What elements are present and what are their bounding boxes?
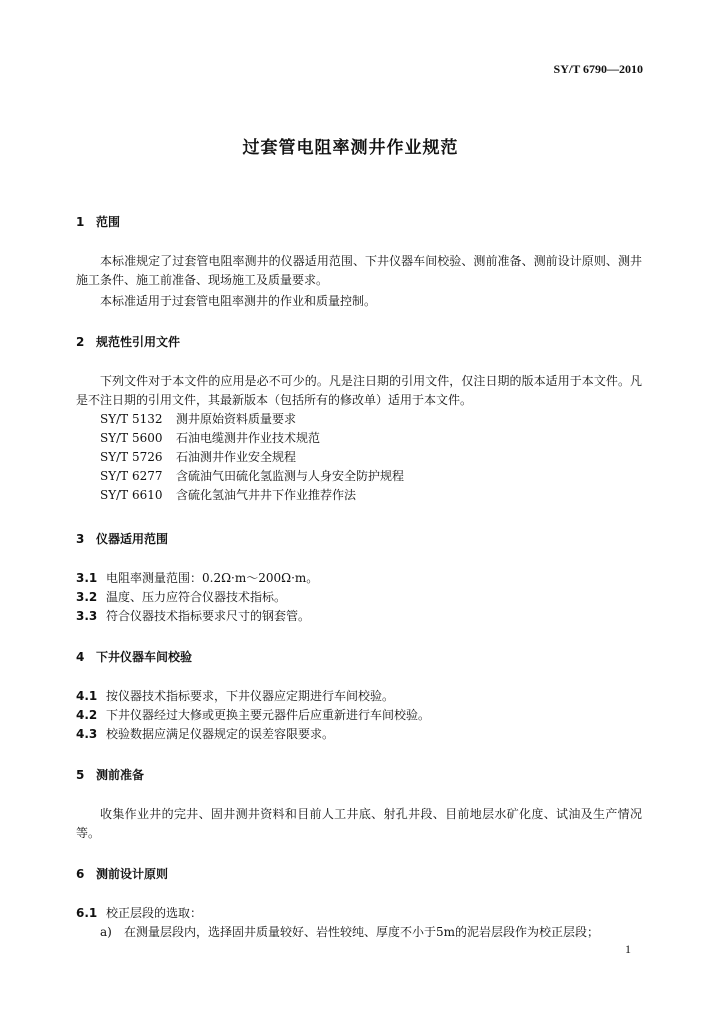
section-title: 规范性引用文件 (96, 335, 181, 349)
section-number: 3 (76, 532, 85, 546)
clause (76, 588, 286, 605)
clause-number: 4.1 (76, 689, 98, 703)
clause-text: 下井仪器经过大修或更换主要元器件后应重新进行车间校验。 (106, 708, 431, 722)
reference-code: SY/T 5600 (100, 431, 163, 445)
section-number: 1 (76, 215, 85, 229)
section-title: 仪器适用范围 (96, 532, 169, 546)
reference-code: SY/T 5132 (100, 412, 163, 426)
clause-number: 3.3 (76, 609, 98, 623)
standard-code: SY/T 6790—2010 (553, 62, 643, 76)
clause (76, 569, 318, 586)
reference-item (100, 448, 404, 467)
clause-number: 3.1 (76, 571, 98, 585)
section-title: 测前准备 (96, 768, 145, 782)
paragraph: 收集作业井的完井、固井测井资料和目前人工井底、射孔井段、目前地层水矿化度、试油及生产情况等。 (76, 807, 642, 840)
list-item (100, 923, 599, 940)
section-title: 范围 (96, 215, 121, 229)
section-number: 4 (76, 650, 85, 664)
section-title: 下井仪器车间校验 (96, 650, 193, 664)
reference-item (100, 410, 404, 429)
reference-name: 测井原始资料质量要求 (176, 412, 297, 426)
section-heading-pre-logging-preparation (76, 766, 144, 783)
section-heading-scope (76, 213, 120, 230)
item-number: a) (100, 925, 112, 939)
clause-text: 校正层段的选取： (106, 906, 203, 920)
section-heading-workshop-calibration (76, 648, 192, 665)
reference-name: 石油测井作业安全规程 (176, 450, 297, 464)
reference-item (100, 486, 404, 505)
clause-text: 按仪器技术指标要求，下井仪器应定期进行车间校验。 (106, 689, 395, 703)
reference-code: SY/T 5726 (100, 450, 163, 464)
section-number: 5 (76, 768, 85, 782)
clause (76, 607, 310, 624)
reference-item (100, 467, 404, 486)
section-heading-design-principles (76, 865, 168, 882)
reference-code: SY/T 6277 (100, 469, 163, 483)
clause-number: 6.1 (76, 906, 98, 920)
clause-text: 符合仪器技术指标要求尺寸的钢套管。 (106, 609, 311, 623)
clause-text: 校验数据应满足仪器规定的误差容限要求。 (106, 727, 335, 741)
clause (76, 904, 202, 921)
clause-number: 4.3 (76, 727, 98, 741)
clause-number: 4.2 (76, 708, 98, 722)
section-number: 2 (76, 335, 85, 349)
page-number: 1 (625, 942, 631, 956)
reference-item (100, 429, 404, 448)
reference-code: SY/T 6610 (100, 488, 163, 502)
section-heading-normative-references (76, 333, 180, 350)
reference-name: 石油电缆测井作业技术规范 (176, 431, 321, 445)
clause-number: 3.2 (76, 590, 98, 604)
clause-text: 电阻率测量范围：0.2Ω·m～200Ω·m。 (106, 571, 319, 585)
reference-name: 含硫油气田硫化氢监测与人身安全防护规程 (176, 469, 405, 483)
clause (76, 687, 394, 704)
clause (76, 725, 334, 742)
clause-text: 温度、压力应符合仪器技术指标。 (106, 590, 287, 604)
section-heading-instrument-range (76, 530, 168, 547)
clause (76, 706, 430, 723)
document-title: 过套管电阻率测井作业规范 (242, 138, 459, 158)
section-number: 6 (76, 867, 85, 881)
paragraph: 本标准规定了过套管电阻率测井的仪器适用范围、下井仪器车间校验、测前准备、测前设计原则、测井施工条件、施工前准备、现场施工及质量要求。 (76, 254, 642, 287)
paragraph: 本标准适用于过套管电阻率测井的作业和质量控制。 (100, 294, 377, 308)
reference-name: 含硫化氢油气井井下作业推荐作法 (176, 488, 357, 502)
section-title: 测前设计原则 (96, 867, 169, 881)
paragraph: 下列文件对于本文件的应用是必不可少的。凡是注日期的引用文件，仅注日期的版本适用于本文件。凡是不注日期的引用文件，其最新版本（包括所有的修改单）适用于本文件。 (76, 374, 642, 407)
item-text: 在测量层段内，选择固井质量较好、岩性较纯、厚度不小于5m的泥岩层段作为校正层段； (124, 925, 600, 939)
reference-list (100, 410, 404, 505)
